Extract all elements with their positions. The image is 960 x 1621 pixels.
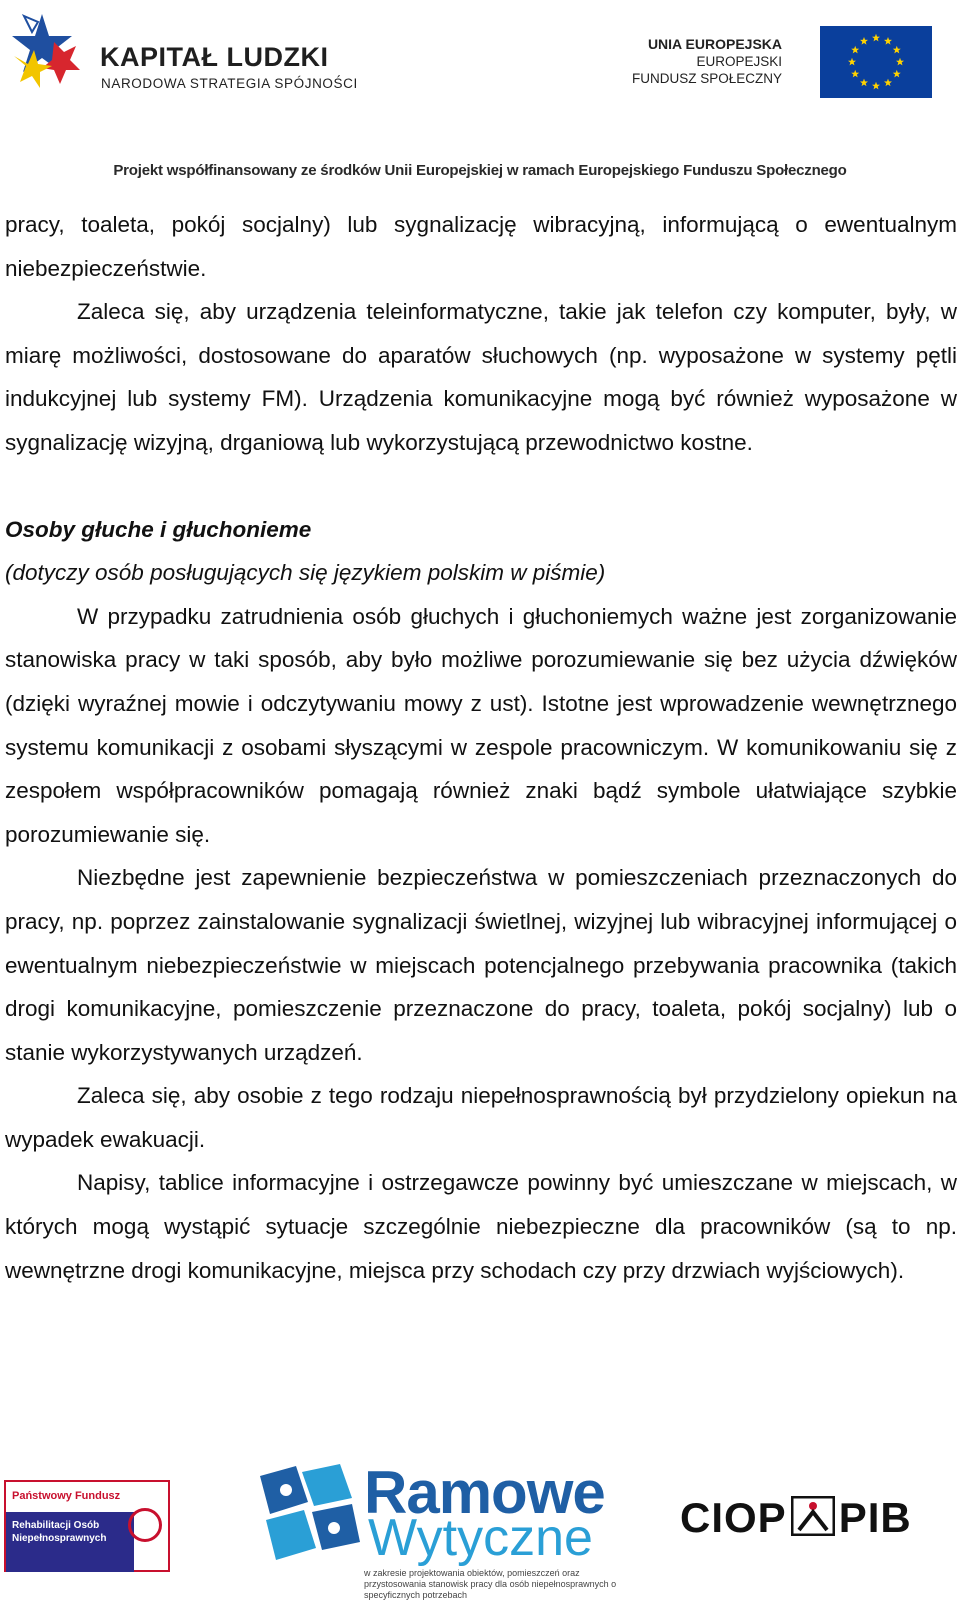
paragraph: Napisy, tablice informacyjne i ostrzegawcze powinny być umieszczane w miejscach, w których mogą wystąpić sytuacje szczególnie niebezpieczne dla pracowników (są to np. wewnętrzne drogi komunikacyjne, miejsca przy schodach czy przy drzwiach wyjściowych).	[5, 1170, 957, 1283]
pfron-logo	[4, 1480, 170, 1572]
kapital-ludzki-star-logo-icon	[4, 6, 80, 116]
eu-line-1: UNIA EUROPEJSKA	[647, 36, 782, 52]
pib-text: PIB	[838, 1494, 912, 1541]
pfron-circle-icon	[128, 1508, 162, 1542]
paragraph: W przypadku zatrudnienia osób głuchych i głuchoniemych ważne jest zorganizowanie stanowiska pracy w taki sposób, aby było możliwe porozumiewanie się bez użycia dźwięków (dzięki wyraźnej mowie i odczytywaniu mowy z ust). Istotne jest wprowadzenie wewnętrznego systemu komunikacji z osobami słyszącymi w zespole pracowniczym. W komunikowaniu się z zespołem współpracowników pomagają również znaki bądź symbole ułatwiające szybkie porozumiewanie się.	[5, 603, 957, 847]
pfron-line-1: Państwowy Fundusz	[12, 1490, 121, 1502]
project-cofinancing-note: Projekt współfinansowany ze środków Unii Europejskiej w ramach Europejskiego Funduszu Społecznego	[113, 162, 847, 179]
page-header	[0, 0, 960, 190]
page-footer	[0, 1460, 960, 1621]
document-body	[5, 203, 957, 1292]
paragraph: Niezbędne jest zapewnienie bezpieczeństwa w pomieszczeniach przeznaczonych do pracy, np. poprzez zainstalowanie sygnalizacji świetlnej, wizyjnej lub wibracyjnej informującej o ewentualnym niebezpieczeństwie w miejscach potencjalnego przebywania pracownika (takich drogi komunikacyjne, pomieszczenie przeznaczone do pracy, toaleta, pokój socjalny) lub o stanie wykorzystywanych urządzeń.	[5, 865, 957, 1065]
kapital-ludzki-title: KAPITAŁ LUDZKI	[100, 42, 329, 72]
kapital-ludzki-subtitle: NARODOWA STRATEGIA SPÓJNOŚCI	[101, 76, 358, 91]
ciop-pib-logo	[680, 1494, 912, 1542]
ciop-person-mark-icon	[791, 1496, 835, 1536]
paragraph: pracy, toaleta, pokój socjalny) lub sygnalizację wibracyjną, informującą o ewentualnym niebezpieczeństwie.	[5, 212, 957, 281]
wytyczne-title: Wytyczne	[368, 1509, 593, 1567]
paragraph: Zaleca się, aby osobie z tego rodzaju niepełnosprawnością był przydzielony opiekun na wypadek ewakuacji.	[5, 1083, 957, 1152]
eu-line-2: EUROPEJSKI	[696, 54, 782, 69]
pfron-line-2: Rehabilitacji Osób Niepełnosprawnych	[12, 1520, 107, 1544]
ramowe-wytyczne-subtitle: w zakresie projektowania obiektów, pomieszczeń oraz przystosowania stanowisk pracy dla osób niepełnosprawnych o specyficznych potrzebach	[364, 1568, 617, 1600]
paragraph: Zaleca się, aby urządzenia teleinformatyczne, takie jak telefon czy komputer, były, w miarę możliwości, dostosowane do aparatów słuchowych (np. wyposażone w systemy pętli indukcyjnej lub systemy FM). Urządzenia komunikacyjne mogą być również wyposażone w sygnalizację wizyjną, drganiową lub wykorzystującą przewodnictwo kostne.	[5, 299, 957, 455]
section-subheading: (dotyczy osób posługujących się językiem polskim w piśmie)	[5, 560, 606, 586]
ramowe-title: Ramowe	[364, 1459, 605, 1526]
eu-fund-text	[632, 36, 782, 87]
ramowe-wytyczne-mark-icon	[256, 1462, 362, 1566]
paragraph-gap	[5, 465, 957, 508]
section-heading: Osoby głuche i głuchonieme	[5, 516, 312, 542]
ciop-text: CIOP	[680, 1494, 787, 1541]
eu-flag-icon	[820, 26, 932, 98]
eu-line-3: FUNDUSZ SPOŁECZNY	[631, 71, 782, 86]
